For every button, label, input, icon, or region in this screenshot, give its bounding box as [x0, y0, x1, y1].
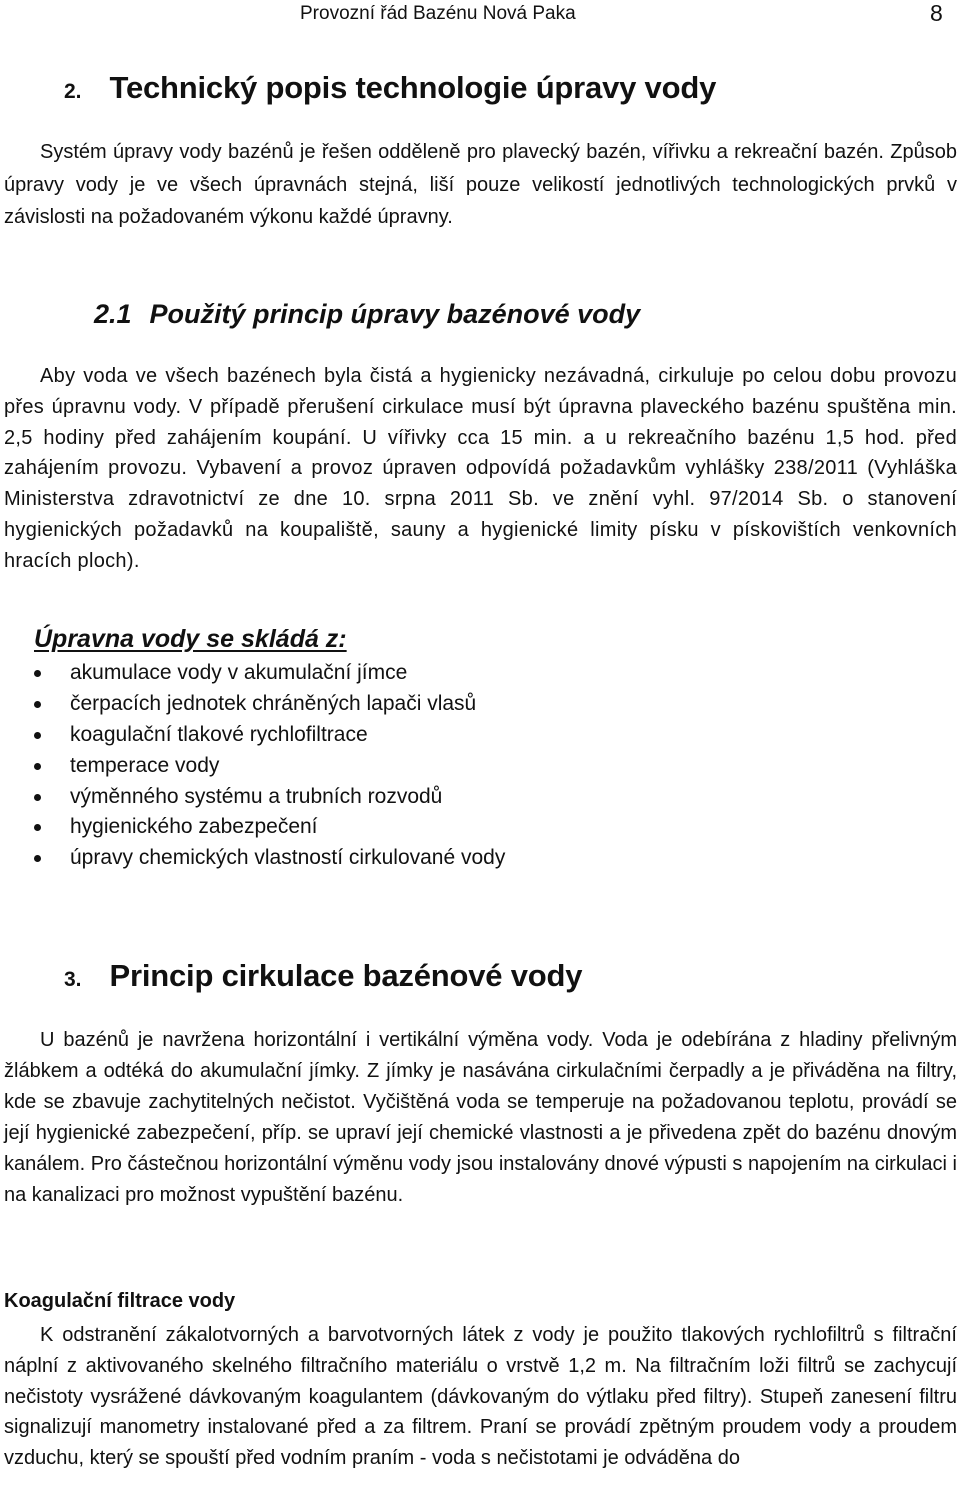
header-title: Provozní řád Bazénu Nová Paka: [300, 3, 576, 24]
page-number: 8: [930, 0, 943, 26]
section-2-heading: [64, 70, 716, 106]
bullet-icon: [34, 701, 41, 708]
section-2-intro: Systém úpravy vody bazénů je řešen odděleně pro plavecký bazén, vířivku a rekreační bazén. Způsob úpravy vody je ve všech úpravnách stejná, liší pouze velikostí jednotlivých technologických prvků v závislosti na požadovaném výkonu každé úpravny.: [4, 141, 957, 228]
list-item: akumulace vody v akumulační jímce: [34, 658, 505, 689]
list-item: úpravy chemických vlastností cirkulované vody: [34, 843, 505, 874]
section-2-1-number: 2.1: [94, 299, 132, 329]
bullet-icon: [34, 855, 41, 862]
bullet-icon: [34, 794, 41, 801]
section-3-number: 3.: [64, 968, 82, 991]
bullet-icon: [34, 670, 41, 677]
section-2-number: 2.: [64, 80, 82, 103]
list-item: výměnného systému a trubních rozvodů: [34, 782, 505, 813]
section-3-body: U bazénů je navržena horizontální i vertikální výměna vody. Voda je odebírána z hladiny přelivným žlábkem a odtéká do akumulační jímky. Z jímky je nasávána cirkulačními čerpadly a je přiváděna na filtry, kde se zbavuje zachytitelných nečistot. Vyčištěná voda se temperuje na požadovanou teplotu, provádí se její hygienické zabezpečení, příp. se upraví její chemické vlastnosti a je přivedena zpět do bazénu dnovým kanálem. Pro částečnou horizontální výměnu vody jsou instalovány dnové výpusti s napojením na cirkulaci i na kanalizaci pro možnost vypuštění bazénu.: [4, 1029, 957, 1206]
components-heading: Úpravna vody se skládá z:: [34, 625, 347, 653]
list-item: koagulační tlakové rychlofiltrace: [34, 720, 505, 751]
list-item: temperace vody: [34, 751, 505, 782]
section-3-heading: [64, 958, 582, 994]
coagulation-body: K odstranění zákalotvorných a barvotvorných látek z vody je použito tlakových rychlofiltrů s filtrační náplní z aktivovaného skelného filtračního materiálu o vrstvě 1,2 m. Na filtračním loži filtrů se zachycují nečistoty vysrážené dávkovaným koagulantem (dávkovaným do výtlaku před filtry). Stupeň zanesení filtru signalizují manometry instalované před a za filtrem. Praní se provádí zpětným proudem vody a proudem vzduchu, který se spouští před vodním praním - voda s nečistotami je odváděna do: [4, 1324, 957, 1470]
components-list: [34, 658, 505, 874]
section-3-title: Princip cirkulace bazénové vody: [109, 958, 583, 993]
coagulation-heading: Koagulační filtrace vody: [4, 1290, 236, 1312]
section-2-1-body: Aby voda ve všech bazénech byla čistá a hygienicky nezávadná, cirkuluje po celou dobu provozu přes úpravnu vody. V případě přerušení cirkulace musí být úpravna plaveckého bazénu spuštěna min. 2,5 hodiny před zahájením koupání. U vířivky cca 15 min. a u rekreačního bazénu 1,5 hod. před zahájením provozu. Vybavení a provoz úpraven odpovídá požadavkům vyhlášky 238/2011 (Vyhláška Ministerstva zdravotnictví ze dne 10. srpna 2011 Sb. ve znění vyhl. 97/2014 Sb. o stanovení hygienických požadavků na koupaliště, sauny a hygienické limity písku v pískovištích venkovních hracích ploch).: [4, 365, 957, 572]
section-2-1-heading: [94, 299, 640, 330]
list-item: hygienického zabezpečení: [34, 812, 505, 843]
section-2-title: Technický popis technologie úpravy vody: [109, 70, 717, 105]
section-2-1-title: Použitý princip úpravy bazénové vody: [149, 299, 641, 329]
bullet-icon: [34, 824, 41, 831]
bullet-icon: [34, 763, 41, 770]
list-item: čerpacích jednotek chráněných lapači vlasů: [34, 689, 505, 720]
bullet-icon: [34, 732, 41, 739]
